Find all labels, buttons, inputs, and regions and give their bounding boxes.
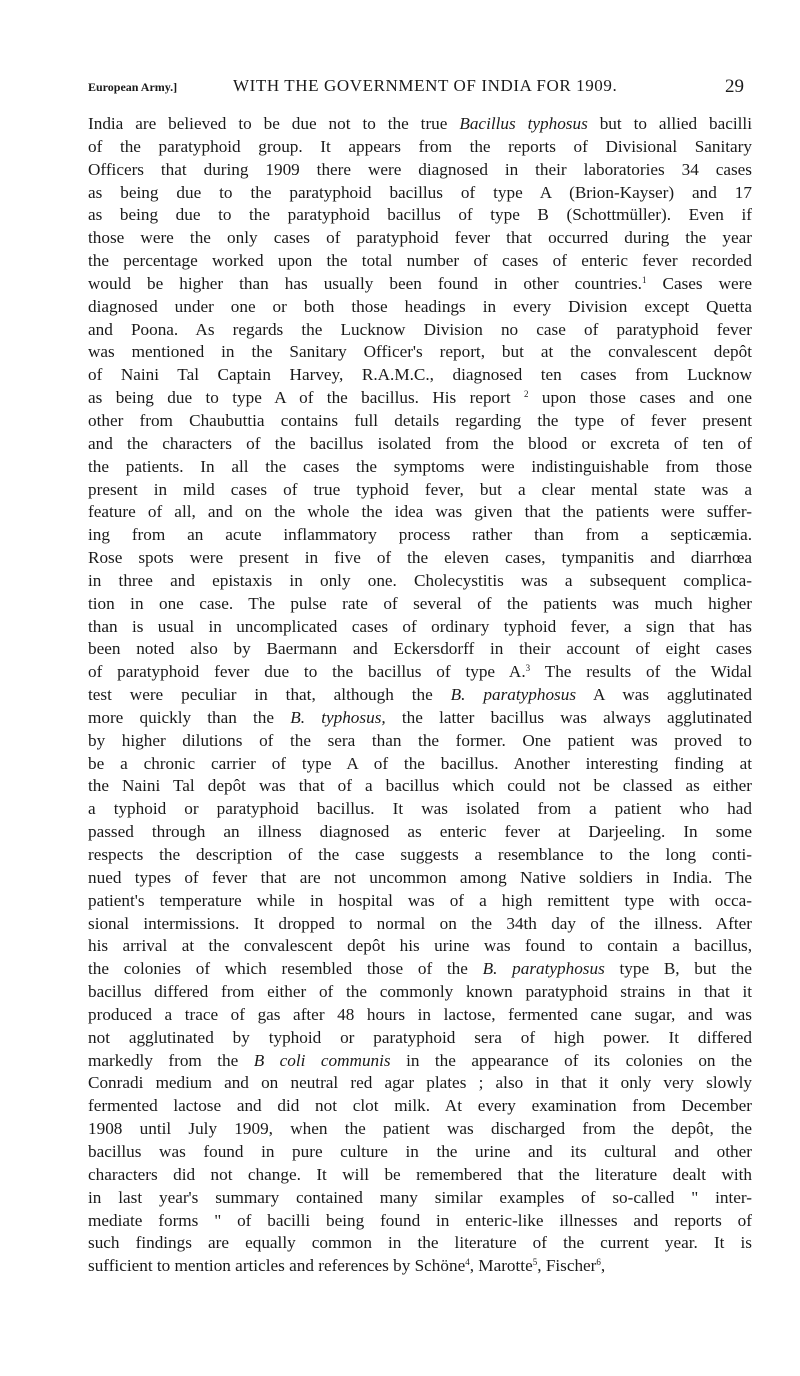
text-run: respects the description of the case suggests a resemblance to the long conti- — [88, 845, 752, 864]
text-line — [88, 479, 752, 502]
text-run: diagnosed under one or both those headings in every Division except Quetta — [88, 296, 752, 316]
text-run: sufficient to mention articles and references by Schöne — [88, 1256, 466, 1276]
text-run: the latter bacillus was always agglutinated — [385, 707, 753, 727]
text-line — [88, 707, 752, 730]
text-line — [88, 182, 752, 205]
italic-term: Bacillus typhosus — [459, 114, 588, 133]
text-line — [88, 341, 752, 364]
text-line — [88, 433, 752, 456]
text-run: but to allied bacilli — [587, 114, 752, 133]
text-run: bacillus differed from either of the commonly known paratyphoid strains in that it — [88, 982, 752, 1002]
text-run: bacillus was found in pure culture in the urine and its cultural and other — [88, 1141, 752, 1161]
text-line — [88, 159, 752, 182]
text-run: fermented lactose and did not clot milk. At every examination from December — [88, 1096, 752, 1116]
text-run: sional intermissions. It dropped to normal on the 34th day of the illness. After — [88, 913, 752, 933]
italic-term: B. paratyphosus — [450, 685, 577, 705]
text-line — [88, 1072, 752, 1095]
text-run: Cases were — [646, 273, 752, 293]
text-run: , Marotte — [469, 1256, 533, 1276]
text-run: in the appearance of its colonies on the — [390, 1050, 752, 1070]
text-line — [88, 593, 752, 616]
text-run: A was agglutinated — [576, 685, 753, 705]
text-run: than is usual in uncomplicated cases of ordinary typhoid fever, a sign that has — [88, 616, 752, 636]
text-run: in three and epistaxis in only one. Cholecystitis was a subsequent complica- — [88, 570, 752, 590]
text-line — [88, 844, 752, 867]
text-run: The results of the Widal — [530, 662, 752, 682]
text-run: of paratyphoid fever due to the bacillus of type A. — [88, 662, 526, 682]
text-run: present in mild cases of true typhoid fever, but a clear mental state was a — [88, 479, 752, 499]
text-line — [88, 1095, 752, 1118]
text-line — [88, 113, 752, 136]
text-line — [88, 501, 752, 524]
text-run: passed through an illness diagnosed as enteric fever at Darjeeling. In some — [88, 822, 752, 842]
italic-term: B. paratyphosus — [482, 959, 605, 979]
text-run: type B, but the — [604, 959, 752, 979]
text-run: Officers that during 1909 there were diagnosed in their laboratories 34 cases — [88, 159, 752, 179]
text-run: upon those cases and one — [528, 388, 752, 408]
section-label: European Army.] — [88, 80, 178, 94]
text-line — [88, 935, 752, 958]
text-line — [88, 661, 752, 684]
text-line — [88, 296, 752, 319]
text-line — [88, 684, 752, 707]
footnote-ref: 3 — [525, 663, 531, 674]
text-run: mediate forms " of bacilli being found in enteric-like illnesses and reports of — [88, 1210, 752, 1230]
text-line — [88, 821, 752, 844]
text-line — [88, 250, 752, 273]
text-run: more quickly than the — [88, 707, 291, 727]
footnote-ref: 5 — [532, 1257, 538, 1268]
footnote-ref: 2 — [524, 389, 529, 400]
text-run: as being due to type A of the bacillus. His report — [88, 388, 525, 408]
text-line — [88, 798, 752, 821]
text-line — [88, 1210, 752, 1233]
italic-term: B. typhosus, — [290, 707, 386, 727]
text-line — [88, 1232, 752, 1255]
text-run: of the paratyphoid group. It appears from the reports of Divisional Sanitary — [88, 136, 752, 156]
text-run: characters did not change. It will be remembered that the literature dealt with — [88, 1164, 752, 1184]
text-run: produced a trace of gas after 48 hours in lactose, fermented cane sugar, and was — [88, 1004, 752, 1024]
text-run: by higher dilutions of the sera than the former. One patient was proved to — [88, 730, 752, 750]
running-title: WITH THE GOVERNMENT OF INDIA FOR 1909. — [233, 76, 618, 95]
text-run: and Poona. As regards the Lucknow Division no case of paratyphoid fever — [88, 319, 752, 339]
text-run: , Fischer — [537, 1256, 597, 1276]
text-line — [88, 638, 752, 661]
text-line — [88, 319, 752, 342]
text-run: Conradi medium and on neutral red agar plates ; also in that it only very slowly — [88, 1073, 752, 1093]
text-line — [88, 1255, 752, 1278]
text-run: those were the only cases of paratyphoid fever that occurred during the year — [88, 228, 752, 248]
text-run: of Naini Tal Captain Harvey, R.A.M.C., diagnosed ten cases from Lucknow — [88, 365, 752, 385]
running-header — [88, 76, 744, 100]
body-paragraph — [88, 113, 752, 1278]
text-run: ing from an acute inflammatory process rather than from a septicæmia. — [88, 525, 752, 545]
text-line — [88, 890, 752, 913]
text-line — [88, 775, 752, 798]
text-run: nued types of fever that are not uncommon among Native soldiers in India. The — [88, 867, 752, 887]
text-run: markedly from the — [88, 1050, 254, 1070]
text-run: in last year's summary contained many similar examples of so-called " inter- — [88, 1187, 752, 1207]
text-run: as being due to the paratyphoid bacillus of type B (Schottmüller). Even if — [88, 205, 752, 225]
text-run: 1908 until July 1909, when the patient was discharged from the depôt, the — [88, 1119, 752, 1139]
text-run: as being due to the paratyphoid bacillus of type A (Brion-Kayser) and 17 — [88, 182, 752, 202]
text-run: his arrival at the convalescent depôt his urine was found to contain a bacillus, — [88, 936, 752, 956]
text-run: other from Chaubuttia contains full details regarding the type of fever present — [88, 410, 752, 430]
text-run: the percentage worked upon the total number of cases of enteric fever recorded — [88, 251, 752, 271]
text-line — [88, 1027, 752, 1050]
text-run: a typhoid or paratyphoid bacillus. It was isolated from a patient who had — [88, 799, 752, 819]
text-run: and the characters of the bacillus isolated from the blood or excreta of ten of — [88, 433, 752, 453]
text-line — [88, 524, 752, 547]
footnote-ref: 1 — [641, 274, 647, 285]
text-line — [88, 1050, 752, 1073]
text-run: test were peculiar in that, although the — [88, 685, 451, 705]
text-line — [88, 364, 752, 387]
text-run: been noted also by Baermann and Eckersdorff in their account of eight cases — [88, 639, 752, 659]
text-line — [88, 867, 752, 890]
footnote-ref: 6 — [596, 1257, 601, 1268]
text-line — [88, 204, 752, 227]
text-line — [88, 1004, 752, 1027]
text-run: the Naini Tal depôt was that of a bacillus which could not be classed as either — [88, 776, 752, 796]
text-line — [88, 1118, 752, 1141]
text-line — [88, 273, 752, 296]
text-run: was mentioned in the Sanitary Officer's report, but at the convalescent depôt — [88, 342, 752, 362]
text-line — [88, 456, 752, 479]
text-line — [88, 387, 752, 410]
text-run: India are believed to be due not to the true — [88, 114, 460, 133]
text-run: the colonies of which resembled those of the — [88, 959, 483, 979]
text-line — [88, 1141, 752, 1164]
text-run: , — [600, 1256, 606, 1276]
page-number: 29 — [725, 76, 744, 97]
text-line — [88, 981, 752, 1004]
text-line — [88, 730, 752, 753]
text-line — [88, 410, 752, 433]
text-run: the patients. In all the cases the symptoms were indistinguishable from those — [88, 456, 752, 476]
text-line — [88, 958, 752, 981]
italic-term: B coli communis — [253, 1050, 391, 1070]
text-run: Rose spots were present in five of the eleven cases, tympanitis and diarrhœa — [88, 548, 752, 568]
text-line — [88, 1164, 752, 1187]
text-line — [88, 753, 752, 776]
footnote-ref: 4 — [465, 1257, 470, 1268]
text-run: would be higher than has usually been found in other countries. — [88, 273, 642, 293]
text-run: feature of all, and on the whole the idea was given that the patients were suffer- — [88, 502, 752, 522]
text-line — [88, 547, 752, 570]
text-line — [88, 616, 752, 639]
text-run: be a chronic carrier of type A of the bacillus. Another interesting finding at — [88, 753, 752, 773]
text-line — [88, 227, 752, 250]
text-run: tion in one case. The pulse rate of several of the patients was much higher — [88, 593, 752, 613]
text-line — [88, 913, 752, 936]
text-line — [88, 136, 752, 159]
text-run: not agglutinated by typhoid or paratyphoid sera of high power. It differed — [88, 1027, 752, 1047]
text-run: patient's temperature while in hospital was of a high remittent type with occa- — [88, 890, 752, 910]
text-line — [88, 1187, 752, 1210]
text-run: such findings are equally common in the literature of the current year. It is — [88, 1233, 752, 1253]
text-line — [88, 570, 752, 593]
